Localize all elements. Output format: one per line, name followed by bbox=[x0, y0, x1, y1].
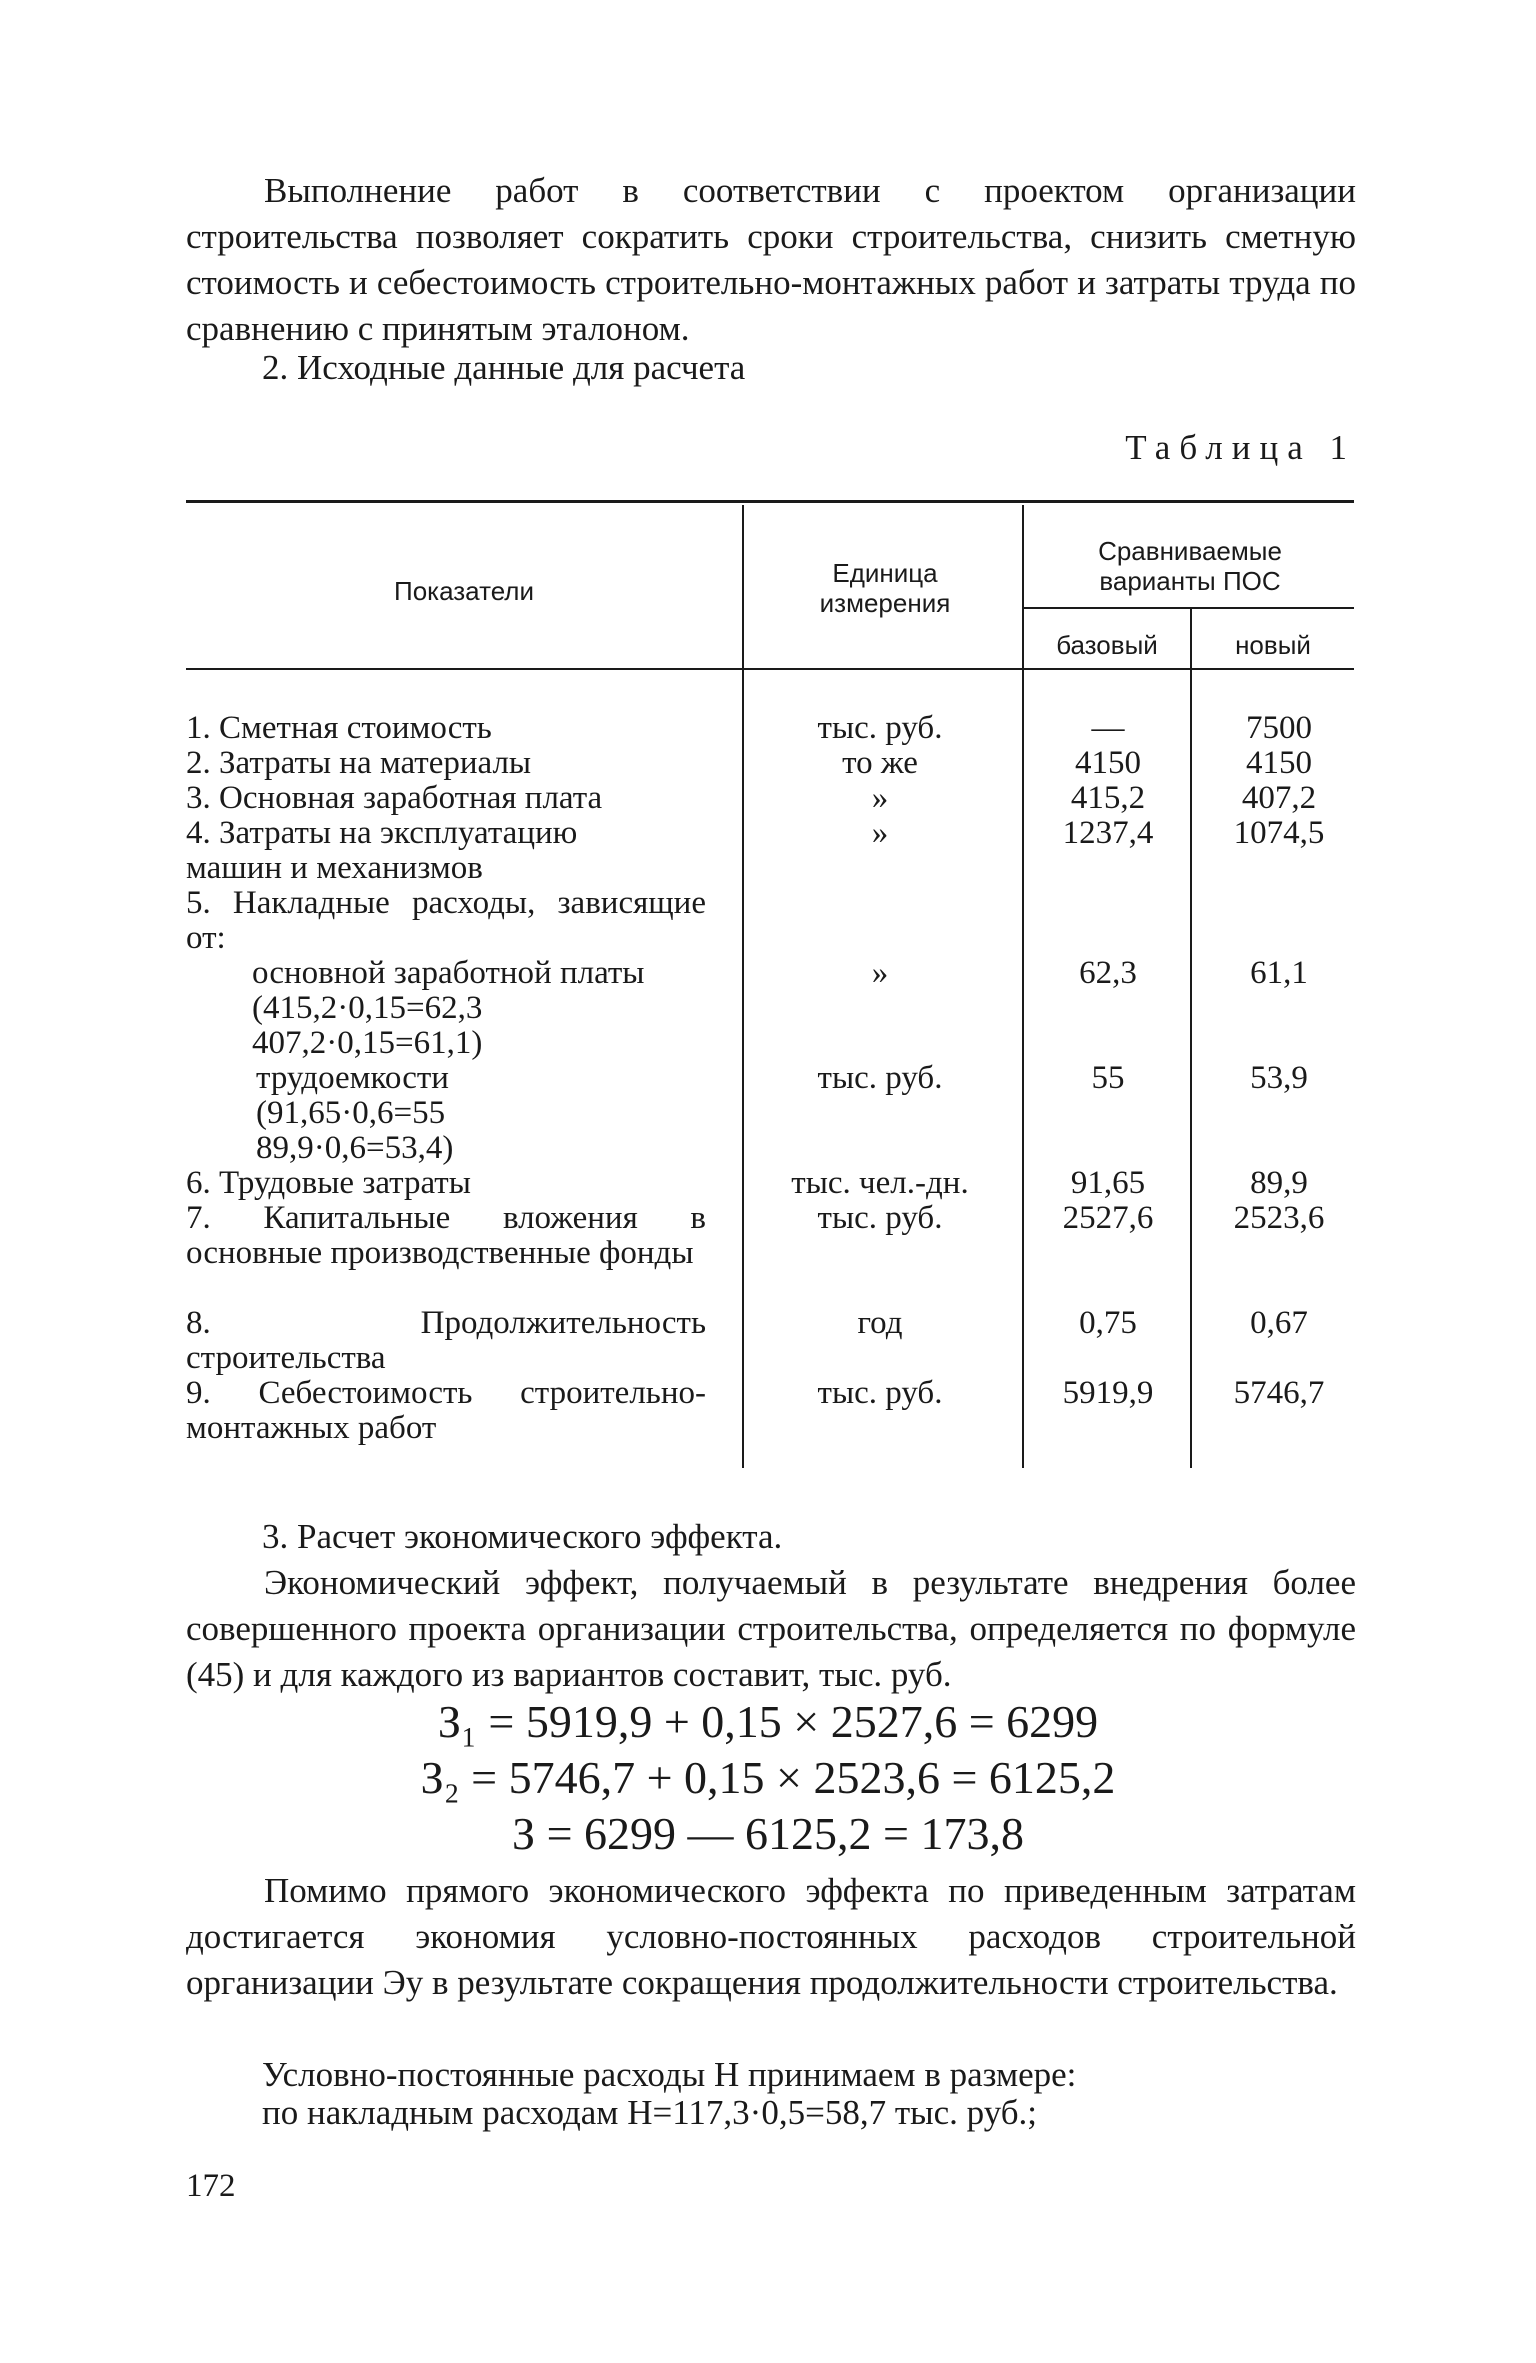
row-7-new: 2523,6 bbox=[1233, 1200, 1325, 1236]
row-5a-base: 62,3 bbox=[1079, 955, 1137, 991]
formula-z: З = 6299 — 6125,2 = 173,8 bbox=[512, 1808, 1024, 1859]
row-9-new: 5746,7 bbox=[1233, 1375, 1325, 1411]
row-6-indicator: 6. Трудовые затраты bbox=[186, 1165, 471, 1201]
header-base: базовый bbox=[1056, 630, 1158, 660]
section-3-paragraph: Экономический эффект, получаемый в результате внедрения более совершенного проекта организации строительства, определяется по формуле (45) и для каждого из вариантов составит, тыс. руб. bbox=[186, 1563, 1356, 1694]
header-variants: Сравниваемые варианты ПОС bbox=[1098, 536, 1282, 596]
row-2-indicator: 2. Затраты на материалы bbox=[186, 745, 532, 781]
row-1-new: 7500 bbox=[1246, 710, 1312, 746]
row-7-indicator: 7. Капитальные вложения в основные производственные фонды bbox=[186, 1200, 706, 1271]
header-unit: Единица измерения bbox=[819, 558, 951, 618]
row-6-unit: тыс. чел.-дн. bbox=[791, 1165, 969, 1201]
row-1-unit: тыс. руб. bbox=[817, 710, 943, 746]
page-number: 172 bbox=[186, 2168, 236, 2204]
table-vline-3 bbox=[1190, 608, 1192, 1468]
row-5a-unit: » bbox=[871, 955, 889, 991]
row-3-base: 415,2 bbox=[1070, 780, 1146, 816]
row-3-indicator: 3. Основная заработная плата bbox=[186, 780, 603, 816]
row-5a-indicator: основной заработной платы (415,2·0,15=62,3 407,2·0,15=61,1) bbox=[252, 955, 645, 1061]
savings-paragraph: Помимо прямого экономического эффекта по приведенным затратам достигается экономия условно-постоянных расходов строительной организации Эу в результате сокращения продолжительности строительства. bbox=[186, 1871, 1356, 2002]
overhead-line: по накладным расходам Н=117,3·0,5=58,7 тыс. руб.; bbox=[262, 2093, 1038, 2132]
row-5a-new: 61,1 bbox=[1250, 955, 1308, 991]
row-8-indicator: 8. Продолжительность строительства bbox=[186, 1305, 706, 1376]
row-5b-base: 55 bbox=[1091, 1060, 1125, 1096]
row-8-unit: год bbox=[857, 1305, 903, 1341]
formula-z2: З₂ = 5746,7 + 0,15 × 2523,6 = 6125,2 bbox=[420, 1752, 1116, 1803]
row-5b-new: 53,9 bbox=[1250, 1060, 1308, 1096]
formula-z1: З₁ = 5919,9 + 0,15 × 2527,6 = 6299 bbox=[437, 1696, 1099, 1747]
row-6-base: 91,65 bbox=[1070, 1165, 1146, 1201]
row-9-unit: тыс. руб. bbox=[817, 1375, 943, 1411]
row-2-new: 4150 bbox=[1246, 745, 1312, 781]
table-caption: Таблица 1 bbox=[1125, 428, 1356, 467]
table-top-rule bbox=[186, 500, 1354, 503]
fixed-costs-line: Условно-постоянные расходы Н принимаем в размере: bbox=[262, 2055, 1077, 2094]
row-2-base: 4150 bbox=[1075, 745, 1141, 781]
row-4-new: 1074,5 bbox=[1233, 815, 1325, 851]
row-8-base: 0,75 bbox=[1079, 1305, 1137, 1341]
row-7-base: 2527,6 bbox=[1062, 1200, 1154, 1236]
row-8-new: 0,67 bbox=[1250, 1305, 1308, 1341]
row-5-indicator: 5. Накладные расходы, зависящие от: bbox=[186, 885, 706, 956]
row-1-indicator: 1. Сметная стоимость bbox=[186, 710, 492, 746]
header-new: новый bbox=[1235, 630, 1311, 660]
section-3-heading: 3. Расчет экономического эффекта. bbox=[262, 1517, 783, 1556]
row-4-base: 1237,4 bbox=[1062, 815, 1154, 851]
row-3-unit: » bbox=[871, 780, 889, 816]
section-2-heading: 2. Исходные данные для расчета bbox=[262, 348, 746, 387]
table-header-rule bbox=[186, 668, 1354, 670]
row-5b-indicator: трудоемкости (91,65·0,6=55 89,9·0,6=53,4) bbox=[256, 1060, 454, 1166]
row-6-new: 89,9 bbox=[1250, 1165, 1308, 1201]
row-9-indicator: 9. Себестоимость строительно-монтажных работ bbox=[186, 1375, 706, 1446]
row-7-unit: тыс. руб. bbox=[817, 1200, 943, 1236]
row-4-unit: » bbox=[871, 815, 889, 851]
row-1-base: — bbox=[1091, 710, 1125, 746]
header-indicators: Показатели bbox=[394, 576, 534, 606]
row-4-indicator: 4. Затраты на эксплуатацию машин и механизмов bbox=[186, 815, 578, 886]
variants-subheader-rule bbox=[1022, 607, 1354, 609]
row-2-unit: то же bbox=[842, 745, 918, 781]
row-9-base: 5919,9 bbox=[1062, 1375, 1154, 1411]
row-3-new: 407,2 bbox=[1241, 780, 1317, 816]
intro-paragraph: Выполнение работ в соответствии с проектом организации строительства позволяет сократить сроки строительства, снизить сметную стоимость и себестоимость строительно-монтажных работ и затраты труда по сравнению с принятым эталоном. bbox=[186, 171, 1356, 348]
row-5b-unit: тыс. руб. bbox=[817, 1060, 943, 1096]
